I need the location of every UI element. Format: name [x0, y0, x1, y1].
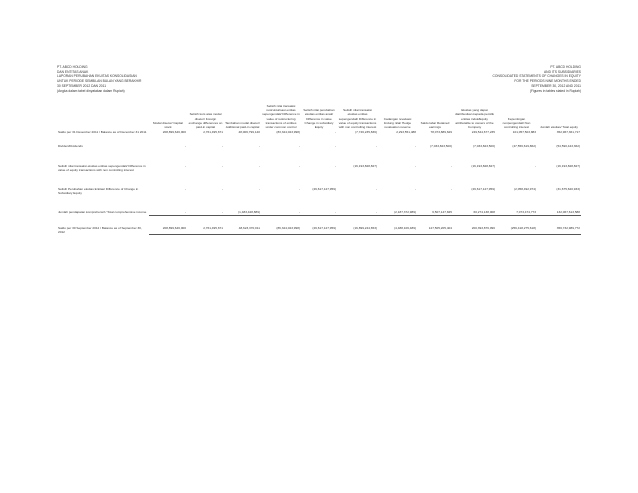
value-cell: -: [258, 163, 260, 168]
column-header: Kepentingan nonpengendali/ Non controlling interest: [502, 116, 531, 130]
value-cell: (2,187,372,989): [378, 210, 417, 215]
column-header: Modal disetor/ Capital stock: [153, 120, 183, 130]
table-header-row: [57, 104, 581, 130]
header-left-line: DAN ENTITAS ANAK: [57, 69, 89, 74]
column-header: Jumlah ekuitas/ Total equity: [540, 125, 578, 130]
spacer-row: [57, 134, 581, 144]
value-cell: -: [221, 163, 223, 168]
value-cell: -: [298, 144, 300, 149]
value-cell: (54,590,443,362): [556, 144, 580, 149]
value-cell: -: [534, 163, 536, 168]
table-row: [57, 226, 581, 234]
header-right: [493, 65, 581, 93]
value-cell: 2,761,495,671: [187, 226, 224, 234]
value-cell: (7,033,823,500): [473, 144, 495, 149]
value-cell: -: [187, 210, 224, 215]
value-cell: -: [149, 210, 187, 215]
spacer-row: [57, 172, 581, 187]
value-cell: 352,967,361,717: [556, 130, 580, 135]
value-cell: -: [334, 130, 336, 135]
header-right-line: PT. ABCD HOLDING: [550, 65, 581, 69]
column-header: Selisih kurs atas modal disetor/ Foreign exchange differences on paid-in capital: [188, 112, 223, 130]
value-cell: 127,505,205,404: [417, 226, 453, 234]
value-cell: 60,274,138,008: [453, 210, 496, 215]
value-cell: -: [184, 163, 186, 168]
header-right-line: CONSOLIDATED STATEMENTS OF CHANGES IN EQUITY: [492, 74, 581, 79]
value-cell: -: [221, 144, 223, 149]
value-cell: 2,293,551,488: [396, 130, 416, 135]
value-cell: (16,899,244,653): [337, 226, 378, 234]
spacer-row: [57, 195, 581, 210]
header-left-line: 30 SEPTEMBER 2012 DAN 2011: [57, 83, 107, 88]
value-cell: -: [375, 144, 377, 149]
value-cell: (29,617,127,959): [312, 187, 336, 192]
header-right-line: (Figures in tables stated in Rupiah): [529, 88, 581, 93]
table-row: [57, 164, 581, 172]
header-right-line: AND ITS SUBSIDIARIES: [543, 69, 581, 74]
column-header: Ekuitas yang dapat diatribusikan kepada pemilik entitas induk/Equity attributable to owners of the Company: [455, 108, 494, 130]
value-cell: -: [334, 163, 336, 168]
value-cell: (47,556,619,862): [512, 144, 536, 149]
header-left-line: PT. ABCD HOLDING: [57, 65, 88, 69]
value-cell: 132,067,613,588: [537, 210, 581, 215]
column-header: Tambahan modal disetor/ Additional paid-in capital: [225, 120, 260, 130]
value-cell: (29,617,127,959): [471, 187, 495, 192]
value-cell: -: [258, 144, 260, 149]
column-header: Saldo laba/ Retained earnings: [420, 120, 450, 130]
spacer-row: [57, 149, 581, 164]
value-cell: (31,675,620,933): [556, 187, 580, 192]
value-cell: -: [337, 210, 378, 215]
value-cell: 200,393,876,096: [453, 226, 496, 234]
value-cell: (16,193,828,827): [471, 163, 495, 168]
value-cell: -: [414, 163, 416, 168]
row-label: Jumlah pendapatan komprehensif / Total comprehensive income: [58, 210, 147, 215]
value-cell: 208,899,646,000: [149, 226, 187, 234]
value-cell: 249,544,677,235: [471, 130, 495, 135]
header-right-line: FOR THE PERIODS NINE MONTHS ENDED: [514, 79, 581, 84]
value-cell: (2,058,492,974): [514, 187, 536, 192]
row-label: Selisih Perubahan ekuitas Entitas/ Difference of Change in Subsidiary Equity: [58, 187, 139, 196]
value-cell: -: [261, 210, 301, 215]
value-cell: -: [298, 187, 300, 192]
value-cell: 48,006,799,140: [238, 130, 260, 135]
value-cell: 78,073,889,629: [430, 130, 452, 135]
value-cell: 208,899,646,000: [162, 130, 186, 135]
table-body: [57, 130, 581, 234]
value-cell: -: [334, 144, 336, 149]
value-cell: 48,623,370,011: [224, 226, 261, 234]
value-cell: (86,324,023,998): [261, 226, 301, 234]
value-cell: (16,193,828,827): [353, 163, 377, 168]
equity-table: [57, 104, 581, 235]
header-left-line: (Angka dalam tabel dinyatakan dalam Rupiah): [57, 88, 125, 93]
value-cell: (259,418,275,618): [496, 226, 537, 234]
header-right-line: SEPTEMBER 30, 2012 AND 2011: [531, 83, 581, 88]
value-cell: -: [414, 144, 416, 149]
value-cell: (1,483,428,889): [224, 210, 261, 215]
header-cell-empty: [57, 104, 149, 130]
value-cell: 101,057,503,883: [512, 130, 536, 135]
column-header: Selisih nilai transaksi ekuitas entitas sepengendali/ Difference in value of equity transactions with non controlling interest: [338, 108, 377, 130]
value-cell: -: [414, 187, 416, 192]
spacer-row: [57, 215, 581, 226]
value-cell: 356,732,989,772: [537, 226, 581, 234]
column-header: Selisih nilai perubahan ekuitas entitas anak/ Difference in value Change in subsidiary Equity: [303, 108, 335, 130]
value-cell: 2,761,495,671: [203, 130, 223, 135]
row-label: Saldo per 30 September 2012 / Balance as of September 30, 2012: [58, 225, 142, 234]
value-cell: 7,073,474,773: [496, 210, 537, 215]
value-cell: (29,617,127,959): [301, 226, 337, 234]
header-left-line: UNTUK PERIODE SEMBILAN BULAN YANG BERAKHIR: [57, 79, 142, 84]
row-label: Saldo per 31 Desember 2011 / Balance as of December 31 2011: [58, 130, 147, 135]
value-cell: (16,193,828,827): [556, 163, 580, 168]
value-cell: (83,324,023,998): [276, 130, 300, 135]
column-header: Selisih nilai transaksi restrukturisasi entitas sepengendali/ Difference in value of restructuring transactions of entities under common control: [262, 104, 300, 130]
row-label: Dividen/Dividends: [58, 144, 83, 149]
value-cell: 6,507,147,845: [417, 210, 453, 215]
value-cell: -: [184, 144, 186, 149]
header-left-line: LAPORAN PERUBAHAN EKUITAS KONSOLIDASIAN: [57, 74, 137, 79]
value-cell: -: [221, 187, 223, 192]
column-header: Cadangan revaluasi lindung nilai/ Hedge revaluation reserve: [383, 116, 412, 130]
value-cell: -: [298, 163, 300, 168]
value-cell: (4,488,106,489): [378, 226, 417, 234]
value-cell: (7,746,235,836): [355, 130, 377, 135]
value-cell: -: [258, 187, 260, 192]
value-cell: -: [375, 187, 377, 192]
value-cell: -: [301, 210, 337, 215]
value-cell: -: [450, 163, 452, 168]
value-cell: -: [450, 187, 452, 192]
value-cell: (7,033,823,500): [430, 144, 452, 149]
value-cell: -: [184, 187, 186, 192]
header-left: [57, 65, 141, 93]
row-label: Selisih nilai transaksi ekuitas entitas sepengendali/ Difference in value of equity transactions with non controlling interest: [58, 163, 146, 172]
table-row: [57, 187, 581, 195]
